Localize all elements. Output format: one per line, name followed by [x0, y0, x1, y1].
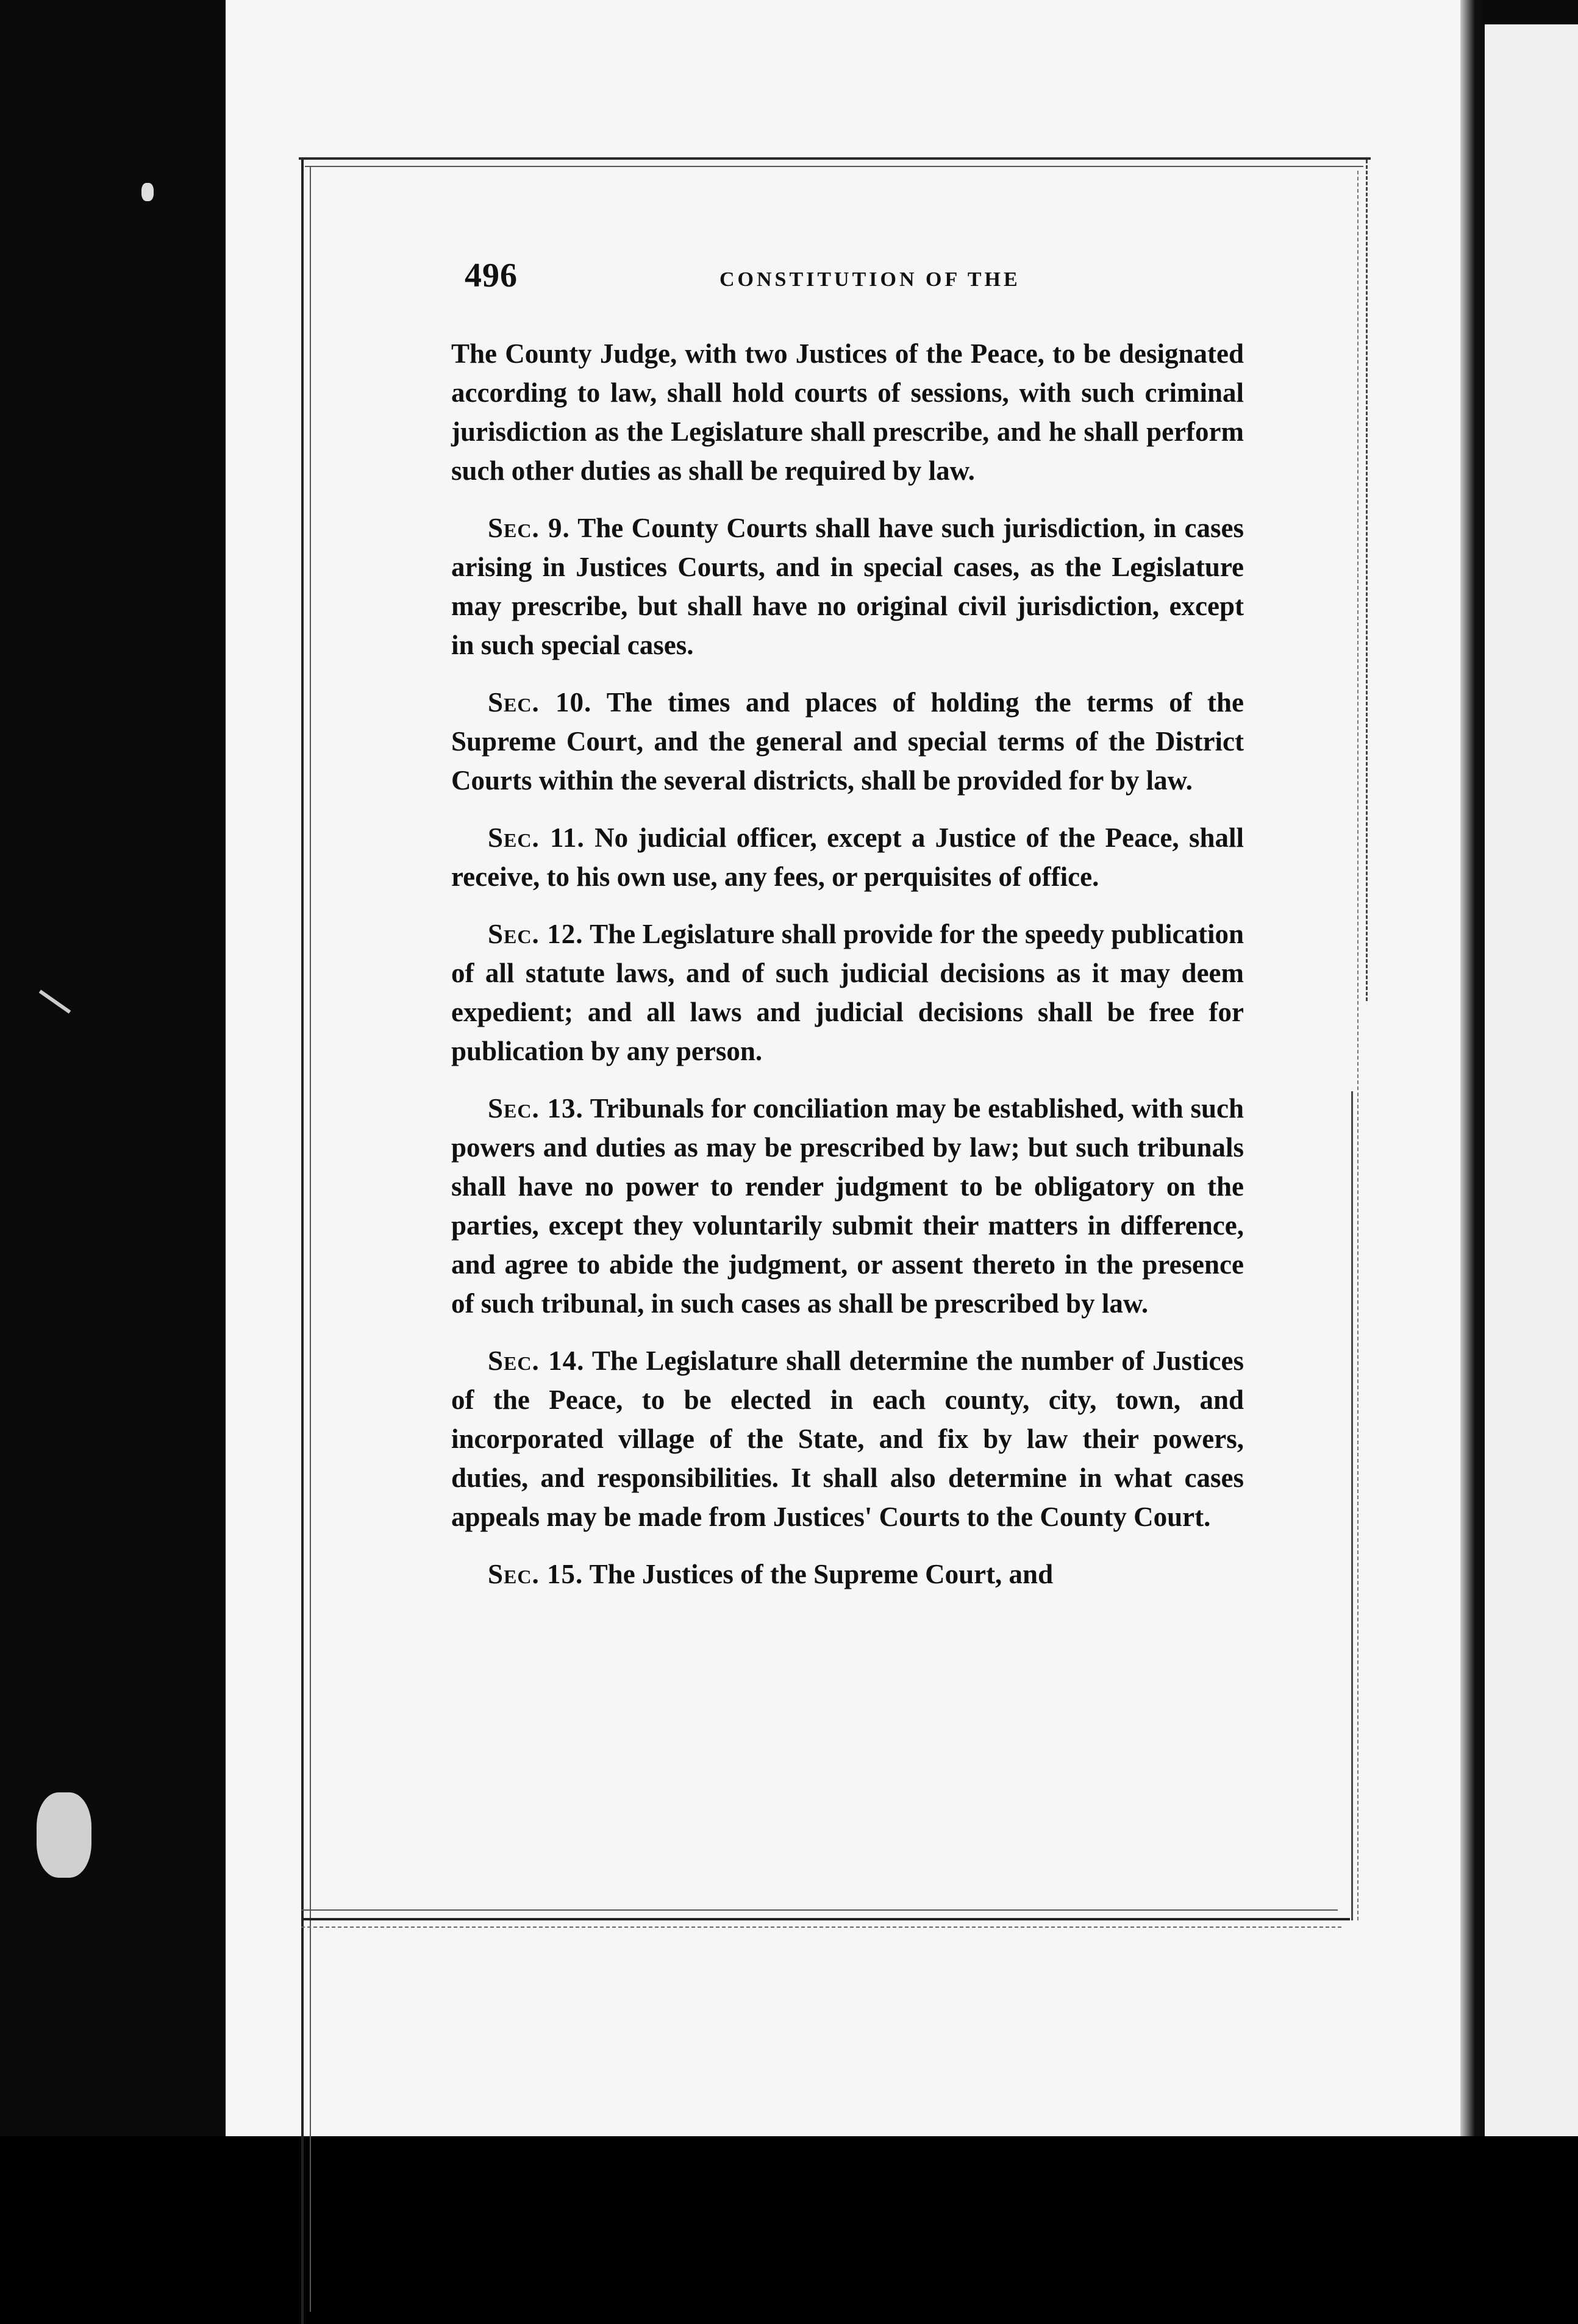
paragraph-text: No judicial officer, except a Justice of the Peace, shall receive, to his own use, any fees, or perquisites of office.	[451, 822, 1244, 892]
section-paragraph	[451, 1089, 1244, 1323]
paragraph	[451, 334, 1244, 490]
frame-rule-left	[301, 160, 304, 2324]
adjacent-page-edge	[1485, 24, 1578, 2136]
paragraph-text: The times and places of holding the terms of the Supreme Court, and the general and special terms of the District Courts within the several districts, shall be provided for by law.	[451, 687, 1244, 796]
page-smudge	[37, 1792, 91, 1878]
running-head	[451, 256, 1244, 305]
frame-rule-top-inner	[305, 166, 1363, 167]
running-head-title: CONSTITUTION OF THE	[719, 268, 1021, 291]
page-text-block	[451, 256, 1244, 1612]
section-paragraph	[451, 914, 1244, 1071]
section-label: Sec. 15.	[488, 1559, 584, 1589]
frame-rule-right	[1366, 160, 1368, 1001]
section-paragraph	[451, 1555, 1244, 1594]
section-label: Sec. 14.	[488, 1346, 585, 1376]
speck-mark	[141, 183, 154, 201]
section-paragraph	[451, 508, 1244, 665]
paragraph-text: Tribunals for conciliation may be established, with such powers and duties as may be prescribed by law; but such tribunals shall have no power to render judgment to be obligatory on the parties, except they voluntarily submit their matters in difference, and agree to abide the judgment, or assent thereto in the presence of such tribunal, in such cases as shall be prescribed by law.	[451, 1093, 1244, 1319]
section-paragraph	[451, 683, 1244, 800]
frame-rule-right-lower	[1351, 1091, 1353, 1920]
paragraph-text: The Justices of the Supreme Court, and	[589, 1559, 1054, 1589]
section-label: Sec. 10.	[488, 687, 592, 718]
section-paragraph	[451, 1341, 1244, 1536]
paragraph-text: The Legislature shall provide for the speedy publication of all statute laws, and of such judicial decisions as it may deem expedient; and all laws and judicial decisions shall be free for publication by any person.	[451, 919, 1244, 1066]
frame-rule-bottom	[301, 1918, 1350, 1920]
section-label: Sec. 11.	[488, 822, 585, 853]
frame-rule-left-inner	[310, 166, 311, 2312]
paragraph-text: The County Courts shall have such jurisdiction, in cases arising in Justices Courts, and in special cases, as the Legislature may prescribe, but shall have no original civil jurisdiction, except in such special cases.	[451, 513, 1244, 660]
gutter-shadow	[1460, 0, 1485, 2136]
section-label: Sec. 9.	[488, 513, 570, 543]
section-label: Sec. 13.	[488, 1093, 584, 1124]
frame-rule-bottom-outer	[301, 1927, 1341, 1928]
paragraph-text: The County Judge, with two Justices of the Peace, to be designated according to law, shall hold courts of sessions, with such criminal jurisdiction as the Legislature shall prescribe, and he shall perform such other duties as shall be required by law.	[451, 338, 1244, 486]
paragraph-text: The Legislature shall determine the number of Justices of the Peace, to be elected in each county, city, town, and incorporated village of the State, and fix by law their powers, duties, and responsibilities. It shall also determine in what cases appeals may be made from Justices' Courts to the County Court.	[451, 1346, 1244, 1532]
section-label: Sec. 12.	[488, 919, 584, 949]
frame-rule-right-inner	[1357, 171, 1358, 1920]
section-paragraph	[451, 818, 1244, 896]
frame-rule-top	[299, 157, 1371, 160]
page-number: 496	[465, 257, 518, 294]
frame-rule-bottom-inner	[301, 1909, 1338, 1911]
